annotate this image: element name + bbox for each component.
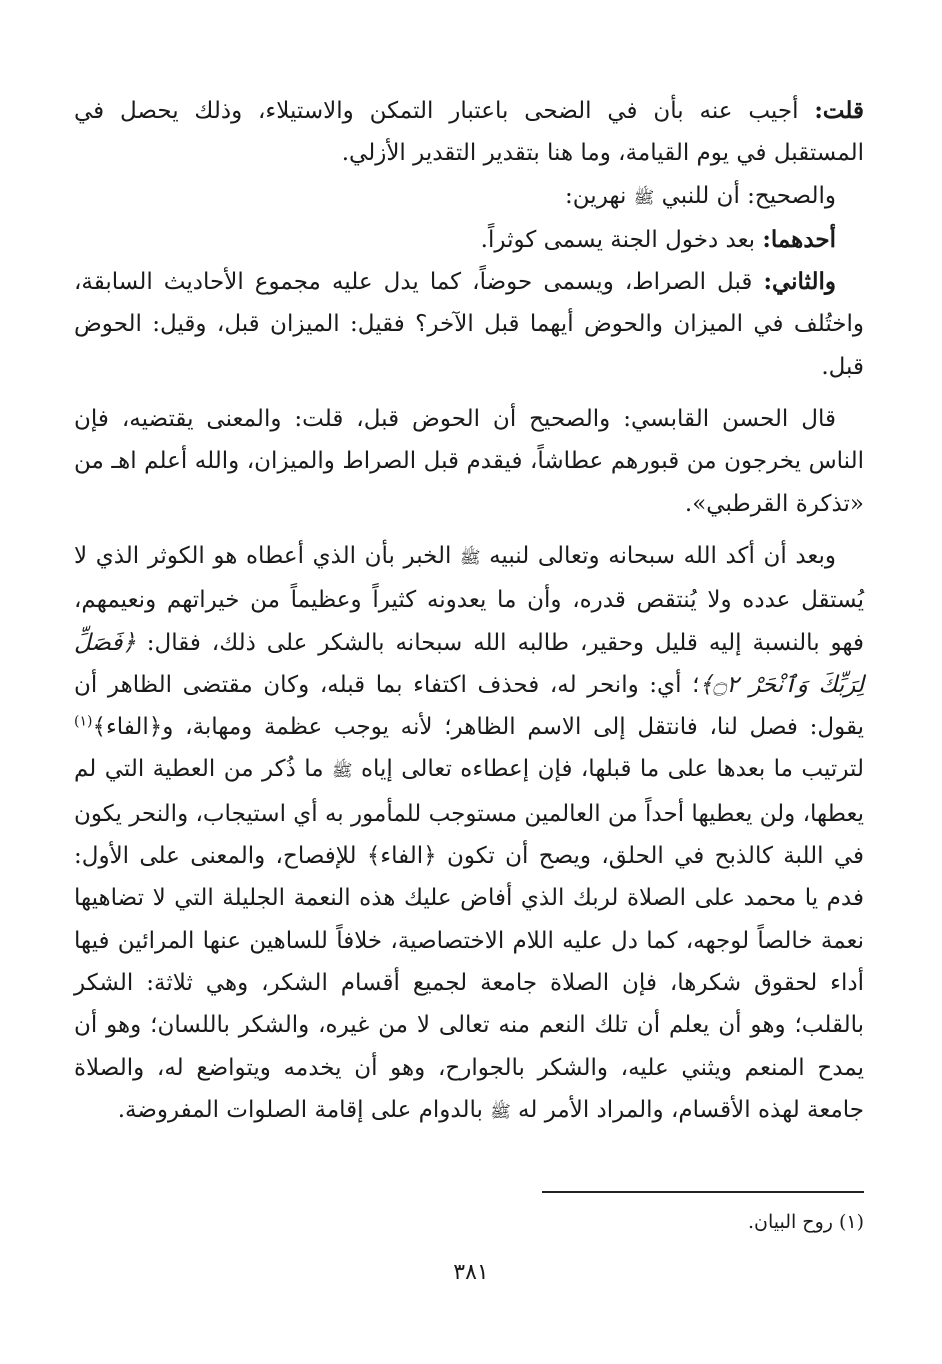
quran-term-faa: ﴿الفاء﴾ — [366, 843, 437, 870]
main-text — [74, 90, 864, 1133]
paragraph-text: أجيب عنه بأن في الضحى باعتبار التمكن والاستيلاء، وذلك يحصل في المستقبل في يوم القيامة، وما هنا بتقدير التقدير الأزلي. — [74, 98, 864, 167]
paragraph-answer — [74, 90, 864, 175]
salawat-symbol: ﷺ — [490, 1101, 511, 1122]
paragraph-tafsir — [74, 535, 864, 1133]
paragraph-correct-view — [74, 175, 864, 219]
footnote-item — [74, 1206, 864, 1238]
paragraph-text: ما ذُكر من العطية التي لم يعطها، ولن يعطيها أحداً من العالمين مستوجب للمأمور به أي استيجاب، والنحر يكون في اللبة كالذبح في الحلق، ويصح أن تكون — [74, 756, 864, 870]
salawat-symbol: ﷺ — [331, 761, 353, 782]
salawat-symbol: ﷺ — [459, 547, 481, 568]
quran-term-faa: ﴿الفاء﴾ — [92, 714, 163, 741]
paragraph-text: الخبر بأن الذي أعطاه هو الكوثر الذي لا يُستقل عدده ولا يُنتقص قدره، وأن ما يعدونه كثيراً وعظيماً من خيراتهم ونعيمهم، فهو بالنسبة إليه قليل وحقير، طالبه الله سبحانه بالشكر على ذلك، فقال: — [74, 542, 864, 656]
paragraph-text: ؛ أي: وانحر له، فحذف اكتفاء بما قبله، وكان مقتضى الظاهر أن يقول: فصل لنا، فانتقل إلى الاسم الظاهر؛ لأنه يوجب عظمة ومهابة، و — [74, 671, 864, 741]
paragraph-first-river — [74, 219, 864, 261]
paragraph-text: وبعد أن أكد الله سبحانه وتعالى لنبيه — [480, 542, 837, 569]
page-number: ٣٨١ — [453, 1260, 489, 1285]
paragraph-text: بعد دخول الجنة يسمى كوثراً. — [480, 226, 763, 253]
footnote-text: روح البيان. — [747, 1211, 833, 1233]
paragraph-text: بالدوام على إقامة الصلوات المفروضة. — [117, 1096, 491, 1123]
paragraph-text: للإفصاح، والمعنى على الأول: فدم يا محمد على الصلاة لربك الذي أفاض عليك هذه النعمة الجليلة التي لا تضاهيها نعمة خالصاً لوجهه، كما دل عليه اللام الاختصاصية، خلافاً للساهين عنها المرائين فيها أداء لحقوق شكرها، فإن الصلاة جامعة لجميع أقسام الشكر، وهي ثلاثة: الشكر بالقلب؛ وهو أن يعلم أن تلك النعم منه تعالى لا من غيره، والشكر باللسان؛ وهو أن يمدح المنعم ويثني عليه، والشكر بالجوارح، وهو أن يخدمه ويتواضع له، والصلاة جامعة لهذه الأقسام، والمراد الأمر له — [74, 843, 864, 1123]
paragraph-second-river — [74, 261, 864, 388]
footnote-divider — [542, 1191, 864, 1193]
footnotes — [74, 1206, 864, 1238]
quran-verse: ﴿فَصَلِّ لِرَبِّكَ وَٱنْحَرْ ۝٢﴾ — [74, 629, 864, 698]
paragraph-text: قبل الصراط، ويسمى حوضاً، كما يدل عليه مجموع الأحاديث السابقة، واختُلف في الميزان والحوض أيهما قبل الآخر؟ فقيل: الميزان قبل، وقيل: الحوض قبل. — [74, 269, 864, 380]
salawat-symbol: ﷺ — [633, 187, 655, 208]
paragraph-text: والصحيح: أن للنبي — [654, 182, 836, 209]
footnote-reference[interactable]: (١) — [74, 713, 93, 730]
paragraph-text: قال الحسن القابسي: والصحيح أن الحوض قبل، قلت: والمعنى يقتضيه، فإن الناس يخرجون من قبورهم عطاشاً، فيقدم قبل الصراط والميزان، والله أعلم اهـ من «تذكرة القرطبي». — [74, 406, 864, 517]
term-second: والثاني: — [763, 268, 836, 296]
paragraph-text: نهرين: — [565, 182, 634, 209]
paragraph-text: لترتيب ما بعدها على ما قبلها، فإن إعطاءه تعالى إياه — [352, 756, 864, 783]
term-first: أحدهما: — [762, 225, 836, 253]
paragraph-qabisi-quote — [74, 398, 864, 525]
term-qultu: قلت: — [814, 97, 864, 124]
footnote-number: (١) — [838, 1211, 864, 1233]
